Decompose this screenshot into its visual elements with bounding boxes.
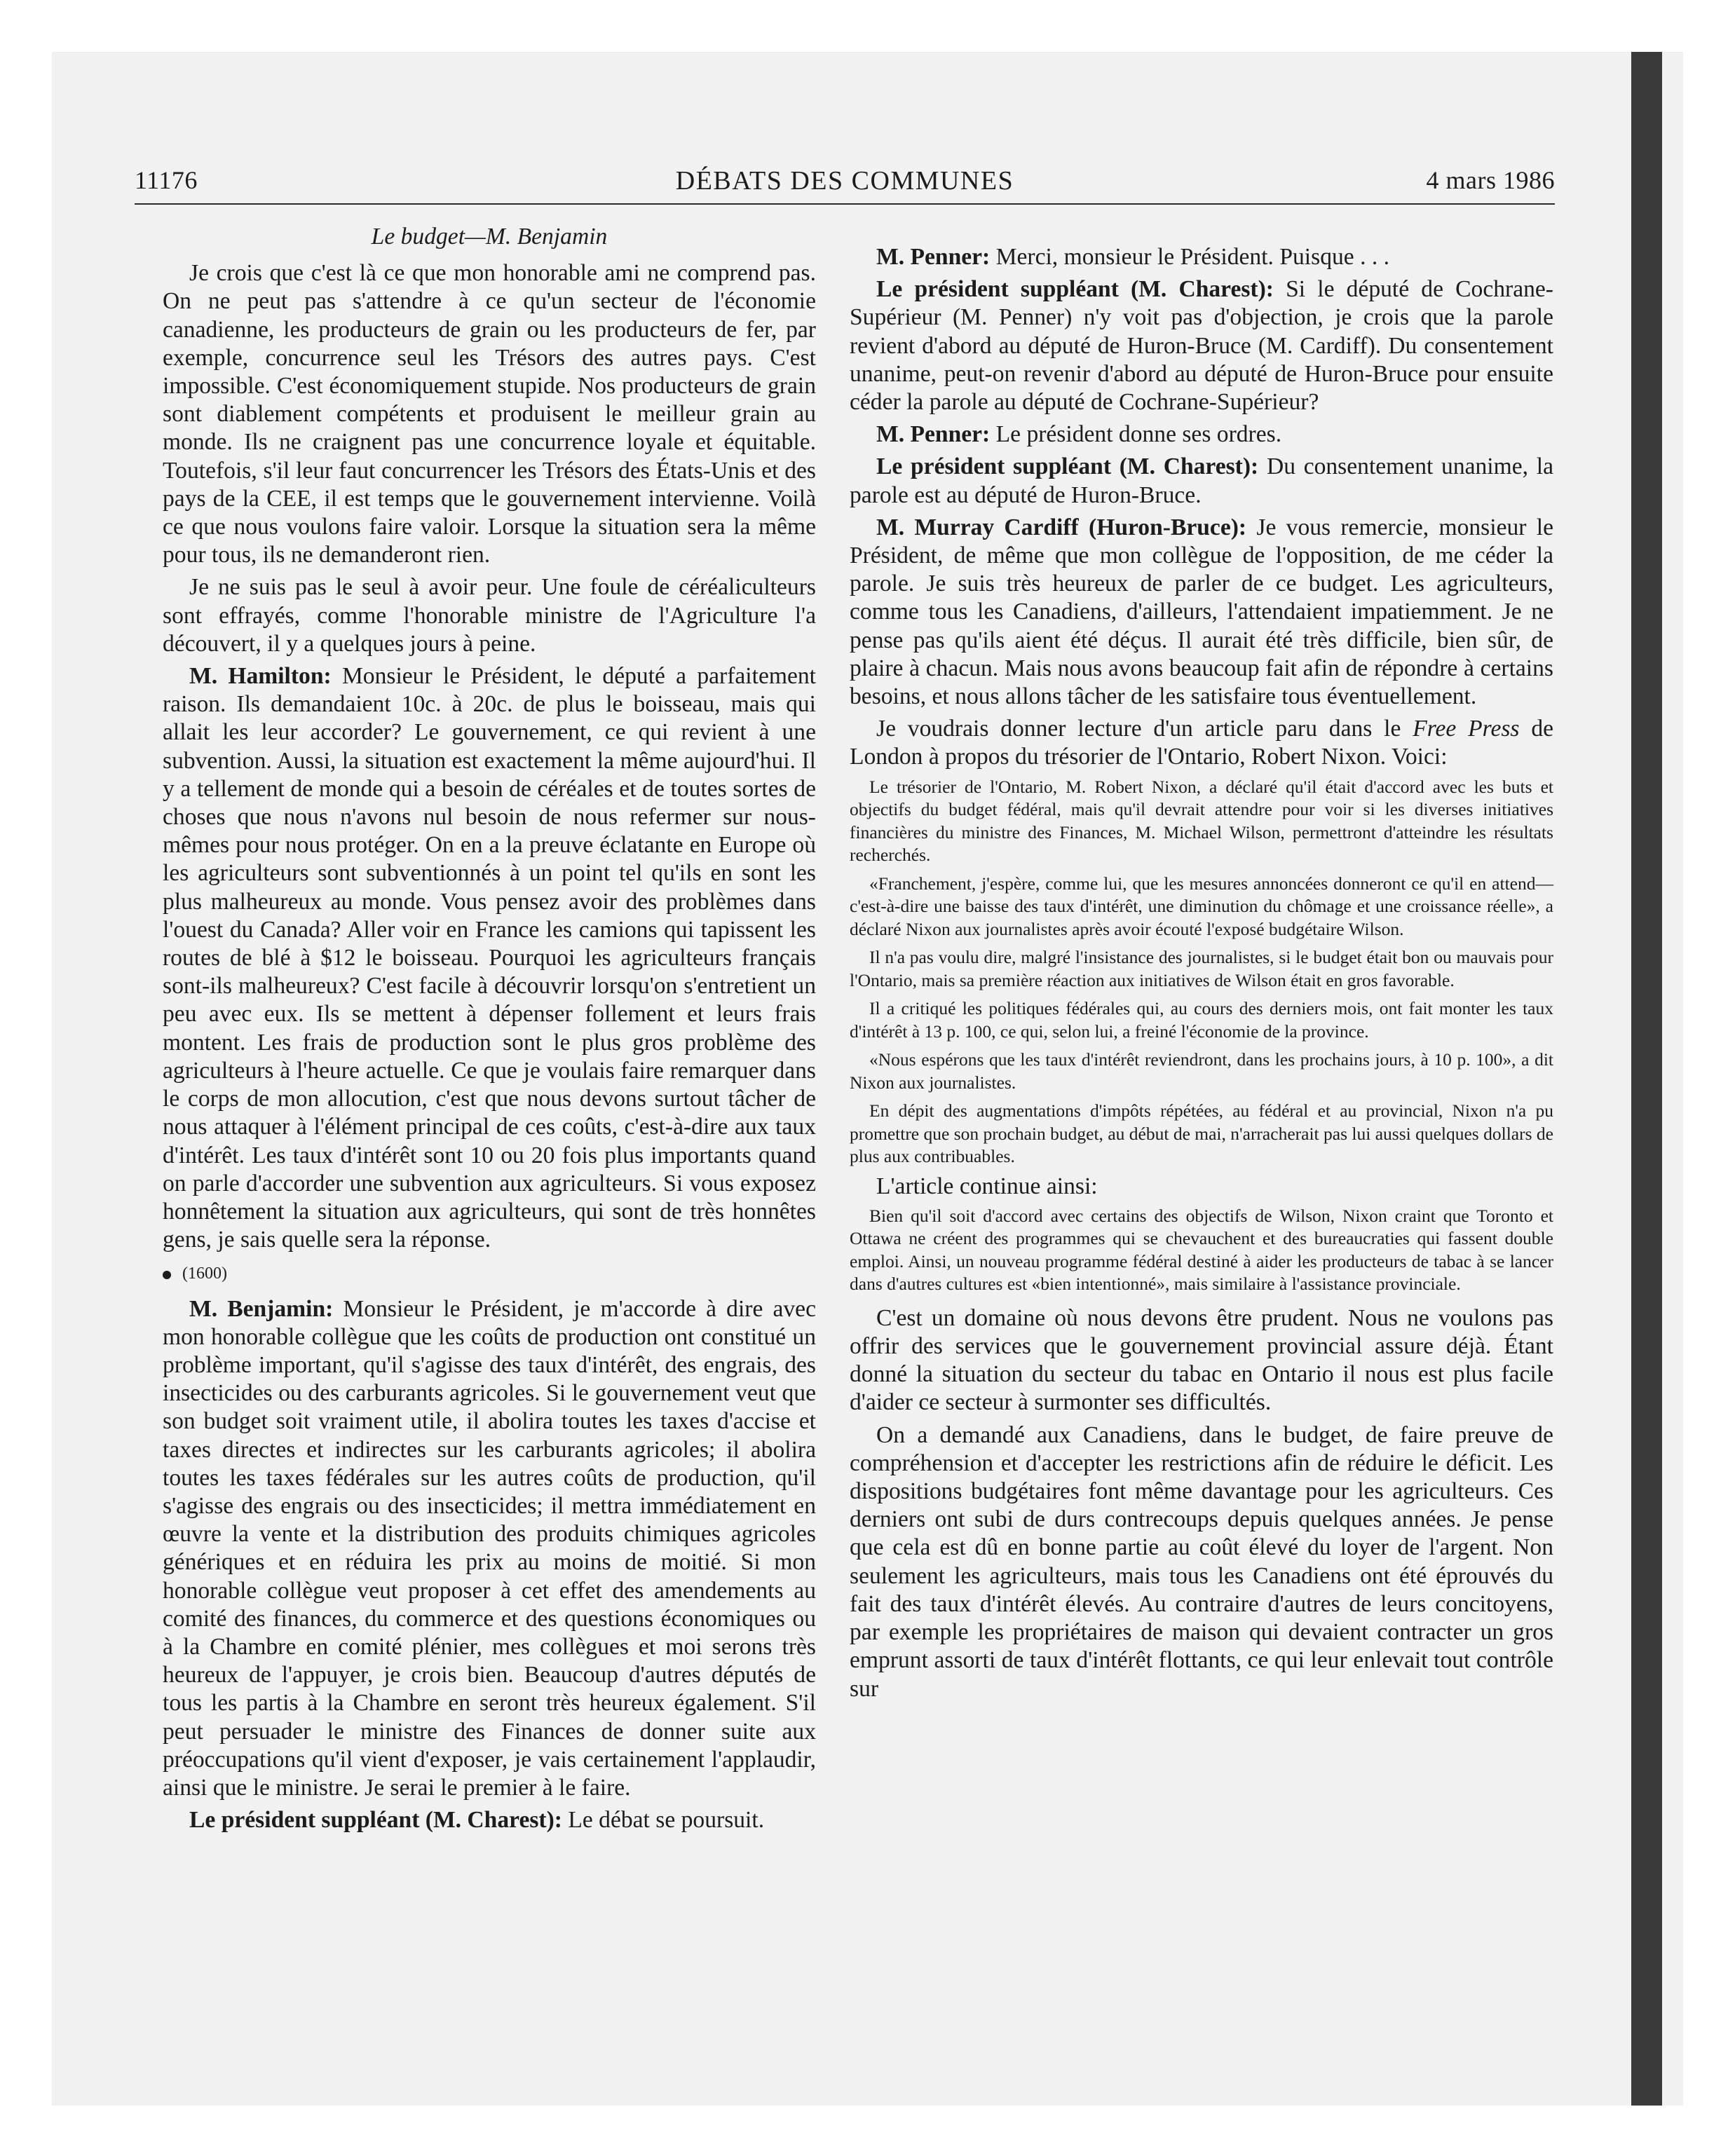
publication-title: DÉBATS DES COMMUNES xyxy=(675,166,1014,196)
speech-text: Monsieur le Président, je m'accorde à dire avec mon honorable collègue que les coûts de production ont constitué un problème important, qu'il s'agisse des taux d'intérêt, des engrais, des insecticides ou des carburants agricoles. Si le gouvernement veut que son budget soit vraiment utile, il abolira toutes les taxes d'accise et taxes directes et indirectes sur les carburants agricoles; il abolira toutes les taxes fédérales sur les autres coûts de production, qu'il s'agisse des engrais ou des insecticides; il mettra immédiatement en œuvre la vente et la distribution des produits chimiques agricoles génériques et en réduira les prix au moins de moitié. Si mon honorable collègue veut proposer à cet effet des amendements au comité des finances, du commerce et des questions économiques ou à la Chambre en comité plénier, mes collègues et moi serons très heureux de l'appuyer, je crois bien. Beaucoup d'autres députés de tous les partis à la Chambre en seront très heureux également. S'il peut persuader le ministre des Finances de donner suite aux préoccupations qu'il vient d'exposer, je vais certainement l'applaudir, ainsi que le ministre. Je serai le premier à le faire. xyxy=(163,1295,816,1801)
speaker-name: Le président suppléant (M. Charest): xyxy=(876,453,1259,480)
speech-text: Je vous remercie, monsieur le Président, de même que mon collègue de l'opposition, de me céder la parole. Je suis très heureux de parler de ce budget. Les agriculteurs, comme tous les Canadiens, d'ailleurs, l'attendaient impatiemment. Je ne pense pas qu'ils aient été déçus. Il aurait été très difficile, bien sûr, de plaire à chacun. Mais nous avons beaucoup fait afin de répondre à certains besoins, et nous allons tâcher de les satisfaire tous éventuellement. xyxy=(850,514,1553,710)
paragraph xyxy=(850,715,1553,771)
speech-text: Du consentement unanime, la parole est au député de Huron-Bruce. xyxy=(850,453,1553,508)
paragraph-text: de London à propos du trésorier de l'Ontario, Robert Nixon. Voici: xyxy=(850,716,1554,770)
speech-paragraph xyxy=(850,243,1553,271)
speaker-name: Le président suppléant (M. Charest): xyxy=(189,1807,562,1834)
paragraph: Je crois que c'est là ce que mon honorable ami ne comprend pas. On ne peut pas s'attendre à ce qu'un secteur de l'économie canadienne, les producteurs de grain ou les producteurs de fer, par exemple, concurrence seul les Trésors des autres pays. C'est impossible. C'est économiquement stupide. Nos producteurs de grain sont diablement compétents et produisent le meilleur grain au monde. Ils ne craignent pas une concurrence loyale et équitable. Toutefois, s'il leur faut concurrencer les Trésors des États-Unis et des pays de la CEE, il est temps que le gouvernement intervienne. Voilà ce que nous voulons faire valoir. Lorsque la situation sera la même pour tous, ils ne demanderont rien. xyxy=(163,260,816,568)
speech-text: Le débat se poursuit. xyxy=(562,1807,765,1834)
speech-paragraph xyxy=(850,275,1553,416)
speaker-name: M. Benjamin: xyxy=(189,1295,334,1322)
quoted-excerpt: Il a critiqué les politiques fédérales qui, au cours des derniers mois, ont fait monter les taux d'intérêt à 13 p. 100, ce qui, selon lui, a freiné l'économie de la province. xyxy=(850,998,1553,1042)
speech-paragraph xyxy=(850,421,1553,449)
speech-text: Monsieur le Président, le député a parfaitement raison. Ils demandaient 10c. à 20c. de plus le boisseau, mais qui allait les leur accorder? Le gouvernement, ce qui revient à une subvention. Aussi, la situation est exactement la même aujourd'hui. Il y a tellement de monde qui a besoin de céréales et de toutes sortes de choses que nous n'avons nul besoin de nous refermer sur nous-mêmes pour nous protéger. On en a la preuve éclatante en Europe où les agriculteurs sont subventionnés à un point tel qu'ils en sont les plus malheureux au monde. Vous pensez avoir des problèmes dans l'ouest du Canada? Aller voir en France les camions qui tapissent les routes de blé à $12 le boisseau. Pourquoi les agriculteurs français sont-ils malheureux? C'est facile à découvrir lorsqu'on s'entretient un peu avec eux. Ils se mettent à dépenser follement et leurs frais montent. Les frais de production sont le plus gros problème des agriculteurs à l'heure actuelle. Ce que je voulais faire remarquer dans le corps de mon allocution, c'est que nous devons surtout tâcher de nous attaquer à l'élément principal de ces coûts, c'est-à-dire aux taux d'intérêt. Les taux d'intérêt sont 10 ou 20 fois plus importants quand on parle d'accorder une subvention aux agriculteurs. Si vous exposez honnêtement la situation aux agriculteurs, qui sont de très honnêtes gens, je sais quelle sera la réponse. xyxy=(163,663,816,1253)
speech-paragraph xyxy=(850,453,1553,509)
speech-text: Merci, monsieur le Président. Puisque . . . xyxy=(990,244,1390,270)
speech-text: Le président donne ses ordres. xyxy=(990,421,1282,448)
quoted-excerpt: Bien qu'il soit d'accord avec certains des objectifs de Wilson, Nixon craint que Toronto et Ottawa ne créent des programmes qui se chevauchent et des bureaucraties qui fassent double emploi. Ainsi, un nouveau programme fédéral destiné à aider les producteurs de tabac à se lancer dans d'autres cultures est «bien intentionné», mais similaire à l'assistance provinciale. xyxy=(850,1205,1553,1295)
speech-paragraph xyxy=(163,662,816,1254)
newspaper-name: Free Press xyxy=(1413,716,1520,742)
speaker-name: M. Hamilton: xyxy=(189,663,332,690)
speech-paragraph xyxy=(163,1806,816,1834)
quoted-excerpt: «Nous espérons que les taux d'intérêt reviendront, dans les prochains jours, à 10 p. 100», a dit Nixon aux journalistes. xyxy=(850,1049,1553,1093)
paragraph-text: Je voudrais donner lecture d'un article paru dans le xyxy=(876,716,1413,742)
time-marker-label: (1600) xyxy=(182,1264,227,1283)
speech-paragraph xyxy=(163,1295,816,1803)
right-column xyxy=(850,243,1553,1703)
scan-edge-shadow xyxy=(1631,52,1662,2106)
time-marker xyxy=(163,1260,816,1288)
speech-text: Si le député de Cochrane-Supérieur (M. Penner) n'y voit pas d'objection, je crois que la parole revient d'abord au député de Huron-Bruce (M. Cardiff). Du consentement unanime, peut-on revenir d'abord au député de Huron-Bruce pour ensuite céder la parole au député de Cochrane-Supérieur? xyxy=(850,276,1553,416)
running-head: Le budget—M. Benjamin xyxy=(371,224,608,250)
quoted-excerpt: En dépit des augmentations d'impôts répétées, au fédéral et au provincial, Nixon n'a pu promettre que son prochain budget, au début de mai, n'arracherait pas lui aussi quelques dollars de plus aux contribuables. xyxy=(850,1100,1553,1167)
speaker-name: Le président suppléant (M. Charest): xyxy=(876,276,1274,303)
left-column xyxy=(163,223,816,1834)
publication-date: 4 mars 1986 xyxy=(1426,166,1555,194)
speech-paragraph xyxy=(850,514,1553,711)
page-number: 11176 xyxy=(135,166,198,194)
paragraph: Je ne suis pas le seul à avoir peur. Une foule de céréaliculteurs sont effrayés, comme l'honorable ministre de l'Agriculture l'a découvert, il y a quelques jours à peine. xyxy=(163,574,816,657)
quoted-excerpt: Le trésorier de l'Ontario, M. Robert Nixon, a déclaré qu'il était d'accord avec les buts et objectifs du budget fédéral, mais qu'il devrait attendre pour voir si les diverses initiatives financières du ministre des Finances, M. Michael Wilson, permettront d'atteindre les résultats recherchés. xyxy=(850,776,1553,866)
paragraph: L'article continue ainsi: xyxy=(876,1173,1098,1199)
header-rule xyxy=(135,203,1555,205)
speaker-name: M. Penner: xyxy=(876,421,991,448)
paragraph: C'est un domaine où nous devons être prudent. Nous ne voulons pas offrir des services que le gouvernement provincial assure déjà. Étant donné la situation du secteur du tabac en Ontario il nous est plus facile d'aider ce secteur à surmonter ses difficultés. xyxy=(850,1304,1553,1416)
speaker-name: M. Murray Cardiff (Huron-Bruce): xyxy=(876,514,1247,540)
page-header xyxy=(135,165,1555,200)
bullet-icon xyxy=(163,1271,171,1279)
quoted-excerpt: «Franchement, j'espère, comme lui, que les mesures annoncées donneront ce qu'il en attend—c'est-à-dire une baisse des taux d'intérêt, une diminution du chômage et une croissance réelle», a déclaré Nixon aux journalistes après avoir écouté l'exposé budgétaire Wilson. xyxy=(850,873,1553,939)
speaker-name: M. Penner: xyxy=(876,244,991,270)
quoted-excerpt: Il n'a pas voulu dire, malgré l'insistance des journalistes, si le budget était bon ou mauvais pour l'Ontario, mais sa première réaction aux initiatives de Wilson était en gros favorable. xyxy=(850,947,1553,990)
paragraph: On a demandé aux Canadiens, dans le budget, de faire preuve de compréhension et d'accepter les restrictions afin de réduire le déficit. Les dispositions budgétaires font même davantage pour les agriculteurs. Ces derniers ont subi de durs contrecoups depuis quelques années. Je pense que cela est dû en bonne partie au coût élevé du loyer de l'argent. Non seulement les agriculteurs, mais tous les Canadiens ont été éprouvés du fait des taux d'intérêt élevés. Au contraire d'autres de leurs concitoyens, par exemple les propriétaires de maison qui devaient contracter un gros emprunt assorti de taux d'intérêt flottants, ce qui leur enlevait tout contrôle sur xyxy=(850,1421,1553,1702)
